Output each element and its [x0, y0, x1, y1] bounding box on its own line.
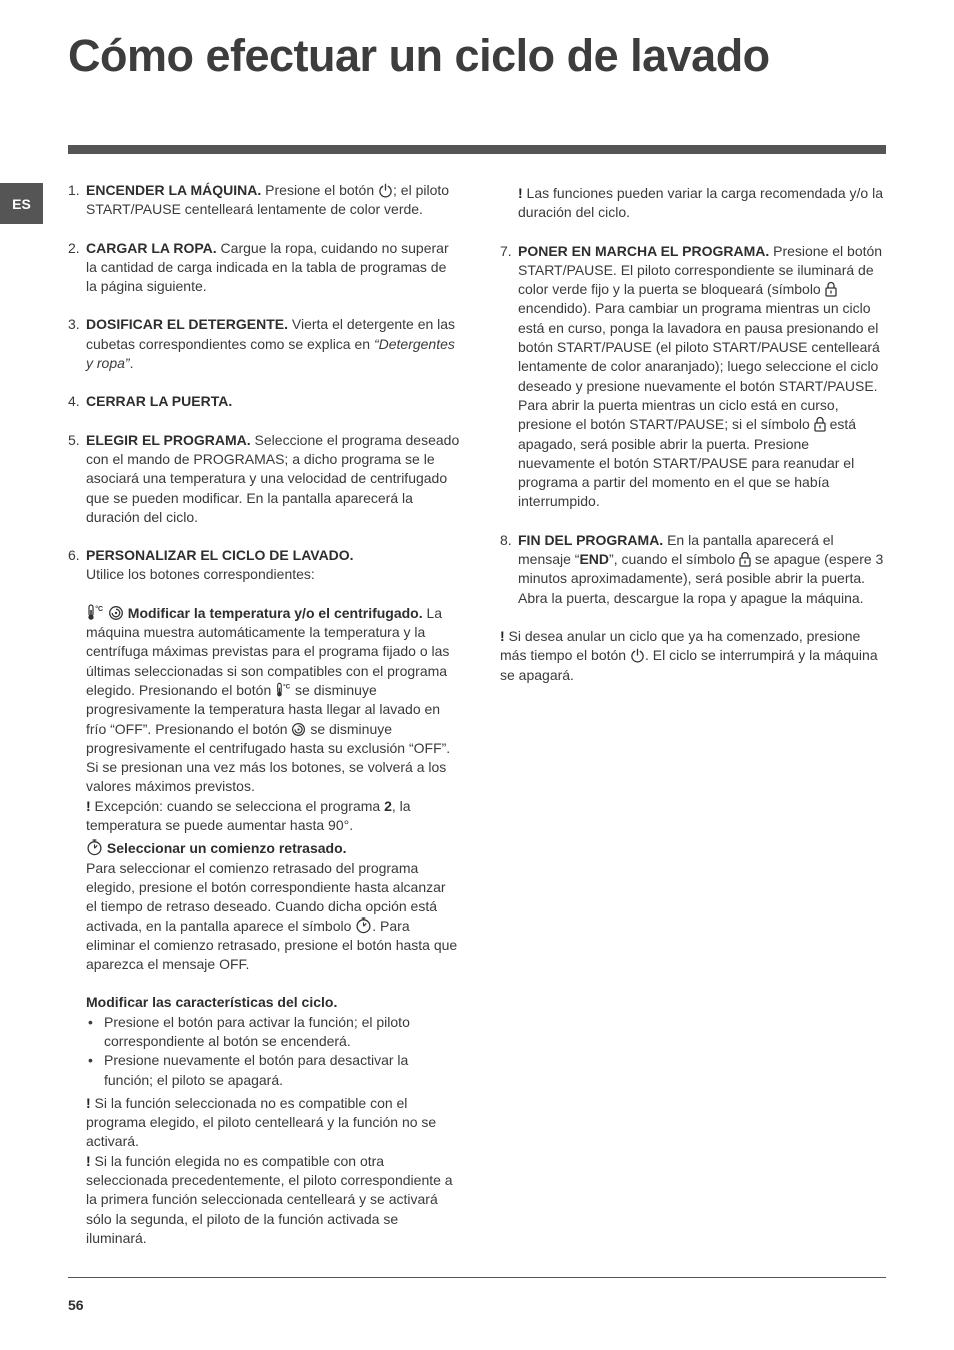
- step-text: Presione el botón START/PAUSE. El piloto correspondiente se iluminará de color verde fijo y la puerta se bloqueará (símbolo: [518, 242, 883, 298]
- left-column: [68, 181, 460, 1267]
- delay-start-text: Para seleccionar el comienzo retrasado del programa elegido, presione el botón correspondiente hasta alcanzar el tiempo de retraso deseado. Cuando dicha opción está activada, en la pantalla aparece el símbolo: [86, 859, 446, 934]
- step-text: ”, cuando el símbolo: [609, 551, 739, 568]
- step-heading: ENCENDER LA MÁQUINA.: [86, 182, 262, 198]
- step-number: 2.: [68, 239, 80, 256]
- step-heading: FIN DEL PROGRAMA.: [518, 531, 664, 548]
- step-heading: CERRAR LA PUERTA.: [86, 393, 233, 410]
- warning-mark: !: [86, 1152, 91, 1169]
- temperature-spin-text: se disminuye progresivamente la temperatura hasta llegar al lavado en frío “OFF”. Presionando el botón: [86, 681, 441, 737]
- delay-start-section: [86, 839, 460, 974]
- step-5: [68, 431, 460, 527]
- step-number: 5.: [68, 431, 80, 448]
- end-message: END: [579, 551, 610, 568]
- step-intro: Utilice los botones correspondientes:: [86, 566, 315, 583]
- step-text: encendido). Para cambiar un programa mientras un ciclo está en curso, ponga la lavadora en pausa presionando el botón START/PAUSE (el piloto START/PAUSE centelleará lentamente de color anaranjado); luego seleccione el ciclo deseado y presione nuevamente el botón START/PAUSE.: [518, 300, 880, 394]
- delay-start-heading: Seleccionar un comienzo retrasado.: [106, 840, 347, 857]
- step-text: ; el piloto START/PAUSE centelleará lentamente de color verde.: [86, 182, 450, 218]
- warning-mark: !: [86, 1094, 91, 1111]
- thermometer-icon: [275, 682, 291, 698]
- step-number: 4.: [68, 393, 80, 410]
- incompatible-warning-1: [86, 1094, 460, 1152]
- cancel-cycle-note: [500, 627, 890, 685]
- step-number: 1.: [68, 182, 80, 198]
- temperature-spin-text: La máquina muestra automáticamente la temperatura y la centrífuga máximas previstas para el programa fijado o las últimas seleccionadas si son compatibles con el programa elegido. Presionando el botón: [86, 604, 450, 698]
- power-icon: [378, 183, 393, 198]
- step-text: Para abrir la puerta mientras un ciclo está en curso, presione el botón START/PAUSE; si el símbolo: [518, 396, 839, 433]
- delay-start-text: . Para eliminar el comienzo retrasado, presione el botón hasta que aparezca el mensaje OFF.: [86, 917, 458, 973]
- step-text: Vierta el detergente en las cubetas correspondientes como se explica en: [86, 316, 456, 352]
- step-text: Presione el botón: [261, 182, 379, 198]
- list-item-text: Presione el botón para activar la función; el piloto correspondiente al botón se encenderá.: [104, 1013, 410, 1049]
- temperature-spin-heading: Modificar la temperatura y/o el centrifugado.: [127, 604, 423, 621]
- step-heading: PERSONALIZAR EL CICLO DE LAVADO.: [86, 547, 354, 564]
- list-item: [86, 1051, 460, 1090]
- delay-timer-icon: [86, 839, 103, 856]
- step-heading: ELEGIR EL PROGRAMA.: [86, 431, 251, 448]
- bullet-mark: •: [88, 1052, 93, 1069]
- modify-features-list: [86, 1013, 460, 1090]
- thermometer-icon: [86, 604, 104, 621]
- list-item-text: Presione nuevamente el botón para desactivar la función; el piloto se apagará.: [104, 1052, 409, 1088]
- modify-features-heading: Modificar las características del ciclo.: [86, 994, 338, 1011]
- temperature-spin-section: [86, 604, 460, 797]
- warning-mark: !: [518, 185, 523, 201]
- exception-text: , la temperatura se puede aumentar hasta 90°.: [86, 797, 411, 834]
- step-reference: “Detergentes y ropa”: [86, 335, 455, 372]
- language-tab: ES: [0, 183, 43, 224]
- bullet-mark: •: [88, 1013, 93, 1030]
- footer-divider: [68, 1277, 886, 1278]
- functions-note: [500, 184, 890, 223]
- svg-text:°C: °C: [95, 605, 104, 613]
- step-text: En la pantalla aparecerá el mensaje “: [518, 531, 834, 568]
- door-lock-icon: [739, 551, 751, 567]
- list-item: [86, 1013, 460, 1052]
- step-8: [500, 531, 890, 608]
- warning-text: Si la función seleccionada no es compatible con el programa elegido, el piloto centelleará y la función no se activará.: [86, 1094, 437, 1150]
- spin-icon: [108, 605, 124, 621]
- temperature-spin-text: se disminuye progresivamente el centrifugado hasta su exclusión “OFF”. Si se presionan una vez más los botones, se volverá a los valores máximos previstos.: [86, 720, 451, 795]
- step-heading: DOSIFICAR EL DETERGENTE.: [86, 316, 288, 333]
- step-2: [68, 239, 460, 297]
- note-text: Las funciones pueden variar la carga recomendada y/o la duración del ciclo.: [518, 185, 884, 221]
- step-text: Cargue la ropa, cuidando no superar la cantidad de carga indicada en la tabla de programas de la página siguiente.: [86, 239, 449, 295]
- delay-timer-icon: [355, 917, 372, 934]
- title-divider: [68, 145, 886, 154]
- page-title: Cómo efectuar un ciclo de lavado: [68, 30, 770, 81]
- step-7: [500, 242, 890, 512]
- step-number: 3.: [68, 316, 80, 333]
- step-4: [68, 392, 460, 411]
- step-number: 8.: [500, 531, 512, 548]
- door-lock-icon: [825, 281, 837, 297]
- step-3: [68, 315, 460, 373]
- note-text: Si desea anular un ciclo que ya ha comenzado, presione más tiempo el botón: [500, 627, 861, 664]
- step-text: está apagado, será posible abrir la puerta. Presione nuevamente el botón START/PAUSE para reanudar el programa a partir del momento en el que se había interrumpido.: [518, 416, 857, 510]
- exception-text: Excepción: cuando se selecciona el programa: [90, 797, 385, 814]
- door-lock-icon: [814, 416, 826, 432]
- power-icon: [630, 648, 645, 663]
- warning-mark: !: [500, 627, 505, 644]
- step-number: 6.: [68, 547, 80, 564]
- step-heading: PONER EN MARCHA EL PROGRAMA.: [518, 242, 770, 259]
- page-number: 56: [68, 1297, 84, 1313]
- step-text: se apague (espere 3 minutos aproximadamente), será posible abrir la puerta. Abra la puerta, descargue la ropa y apague la máquina.: [518, 551, 884, 606]
- step-6: [68, 546, 460, 1248]
- step-heading: CARGAR LA ROPA.: [86, 239, 217, 256]
- warning-mark: !: [86, 797, 91, 814]
- incompatible-warning-2: [86, 1152, 460, 1248]
- step-1: [68, 181, 460, 220]
- svg-text:°C: °C: [283, 683, 291, 691]
- exception-note: [86, 797, 460, 836]
- spin-icon: [291, 722, 306, 737]
- right-column: [500, 184, 890, 685]
- note-text: . El ciclo se interrumpirá y la máquina se apagará.: [500, 647, 878, 683]
- program-number: 2: [384, 797, 392, 814]
- step-number: 7.: [500, 242, 512, 259]
- step-text-end: .: [129, 355, 134, 372]
- warning-text: Si la función elegida no es compatible con otra seleccionada precedentemente, el piloto correspondiente a la primera función seleccionada centelleará y se activará sólo la segunda, el piloto de la función activada se iluminará.: [86, 1152, 453, 1246]
- step-text: Seleccione el programa deseado con el mando de PROGRAMAS; a dicho programa se le asociará una temperatura y una velocidad de centrifugado que se pueden modificar. En la pantalla aparecerá la duración del ciclo.: [86, 431, 460, 525]
